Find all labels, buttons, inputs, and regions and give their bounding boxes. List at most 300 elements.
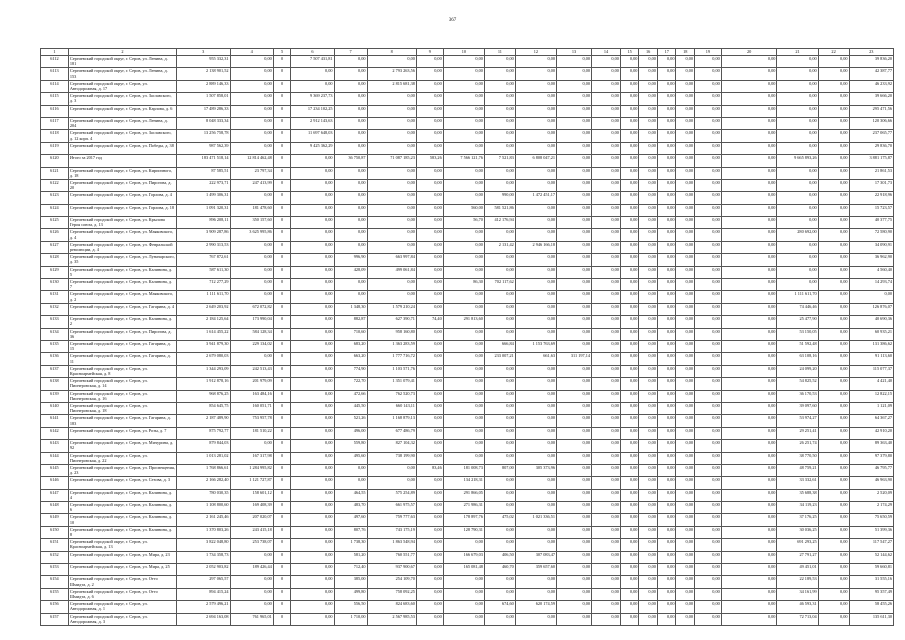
value-cell: 0,00: [484, 328, 515, 340]
value-cell: 428,09: [334, 266, 367, 278]
value-cell: 1 111 611,70: [176, 291, 230, 303]
address-cell: Сергиевский городской округ, г. Серов, ул. Отто Шмидта, д. 6: [68, 588, 176, 600]
value-cell: 0,00: [657, 291, 676, 303]
value-cell: 0,00: [695, 155, 722, 167]
value-cell: 0,00: [721, 105, 777, 117]
value-cell: 0,00: [639, 340, 658, 352]
value-cell: 13 256 758,78: [176, 130, 230, 142]
value-cell: 0,00: [620, 155, 639, 167]
value-cell: 2 567 985,53: [367, 613, 416, 625]
value-cell: 0: [273, 477, 291, 489]
value-cell: 0,00: [695, 204, 722, 216]
value-cell: 0,00: [592, 440, 621, 452]
value-cell: 2 520,09: [849, 489, 893, 501]
value-cell: 827 104,32: [367, 440, 416, 452]
address-cell: Сергиевский городской округ, г. Серов, ул. Пионеровская, д. 22: [68, 452, 176, 464]
value-cell: 0,00: [557, 217, 592, 229]
value-cell: 0,00: [416, 390, 443, 402]
value-cell: 297 065,57: [176, 576, 230, 588]
value-cell: 64 367,27: [849, 415, 893, 427]
value-cell: 0,00: [676, 551, 695, 563]
value-cell: 0: [273, 117, 291, 129]
value-cell: 0,00: [695, 502, 722, 514]
value-cell: 0,00: [515, 291, 556, 303]
value-cell: 0,00: [777, 105, 818, 117]
value-cell: 0,00: [291, 155, 334, 167]
value-cell: 0,00: [484, 390, 515, 402]
value-cell: 0,00: [777, 80, 818, 92]
value-cell: 0: [273, 576, 291, 588]
value-cell: 807,76: [334, 526, 367, 538]
value-cell: 581 521,86: [484, 204, 515, 216]
value-cell: 627 390,71: [367, 316, 416, 328]
value-cell: 0,00: [515, 390, 556, 402]
value-cell: 0,00: [592, 402, 621, 414]
value-cell: 0,00: [443, 613, 484, 625]
value-cell: 758 092,25: [367, 588, 416, 600]
value-cell: 0,00: [676, 155, 695, 167]
address-cell: Сергиевский городской округ, г. Серов, ул. Гагарина, д. 11: [68, 353, 176, 365]
value-cell: 24 099,20: [777, 365, 818, 377]
value-cell: 0,00: [230, 291, 273, 303]
value-cell: 0,00: [620, 601, 639, 613]
value-cell: 0,00: [695, 303, 722, 315]
value-cell: 0,00: [291, 316, 334, 328]
address-cell: Сергиевский городской округ, г. Серов, ул. Карлова, д. 6: [68, 105, 176, 117]
value-cell: 160 051,71: [230, 402, 273, 414]
value-cell: 0,00: [592, 93, 621, 105]
value-cell: 0,00: [676, 130, 695, 142]
value-cell: 0,00: [515, 588, 556, 600]
value-cell: 0,00: [443, 365, 484, 377]
value-cell: 0,00: [515, 477, 556, 489]
address-cell: Сергиевский городской округ, г. Серов, ул. Пионеровская, д. 18: [68, 402, 176, 414]
value-cell: 0,00: [657, 192, 676, 204]
value-cell: 0,00: [592, 378, 621, 390]
column-header: 4: [230, 49, 273, 56]
row-number-cell: 6151: [41, 539, 69, 551]
value-cell: 0: [273, 514, 291, 526]
value-cell: 0,00: [620, 93, 639, 105]
value-cell: 0,00: [657, 328, 676, 340]
value-cell: 46 963,90: [849, 477, 893, 489]
value-cell: 0,00: [443, 179, 484, 191]
table-row: [41, 588, 894, 600]
value-cell: 0,00: [416, 80, 443, 92]
value-cell: 0,00: [639, 526, 658, 538]
value-cell: 0,00: [443, 390, 484, 402]
value-cell: 0,00: [676, 117, 695, 129]
value-cell: 0,00: [484, 539, 515, 551]
value-cell: 36 750,87: [334, 155, 367, 167]
value-cell: 0,00: [657, 514, 676, 526]
value-cell: 0,00: [695, 378, 722, 390]
value-cell: 0,00: [818, 340, 849, 352]
value-cell: 0,00: [416, 241, 443, 253]
value-cell: 0,00: [443, 229, 484, 241]
value-cell: 0,00: [484, 229, 515, 241]
address-cell: Сергиевский городской округ, г. Серов, ул. Горлова, д. 4: [68, 192, 176, 204]
value-cell: 56,70: [443, 217, 484, 229]
value-cell: 0,00: [721, 526, 777, 538]
value-cell: 134 218,31: [443, 477, 484, 489]
value-cell: 0,00: [291, 328, 334, 340]
value-cell: 0,00: [557, 254, 592, 266]
value-cell: 0,00: [676, 539, 695, 551]
value-cell: 0,00: [592, 526, 621, 538]
value-cell: 0,00: [515, 254, 556, 266]
value-cell: 0,00: [721, 155, 777, 167]
row-number-cell: 6124: [41, 204, 69, 216]
value-cell: 0,00: [676, 502, 695, 514]
table-row: [41, 328, 894, 340]
table-row: [41, 613, 894, 625]
value-cell: 0,00: [334, 217, 367, 229]
value-cell: 0,00: [695, 588, 722, 600]
value-cell: 0,00: [676, 365, 695, 377]
value-cell: 0,00: [515, 316, 556, 328]
value-cell: 0,00: [515, 204, 556, 216]
value-cell: 0,00: [818, 464, 849, 476]
row-number-cell: 6128: [41, 254, 69, 266]
value-cell: 169 408,39: [230, 502, 273, 514]
value-cell: 0,00: [818, 588, 849, 600]
value-cell: 0,00: [515, 229, 556, 241]
value-cell: 0,00: [695, 452, 722, 464]
value-cell: 0,00: [484, 402, 515, 414]
value-cell: 0,00: [676, 303, 695, 315]
value-cell: 0,00: [777, 130, 818, 142]
value-cell: 0,00: [416, 440, 443, 452]
value-cell: 0,00: [620, 489, 639, 501]
value-cell: 0,00: [818, 378, 849, 390]
value-cell: 0,00: [695, 167, 722, 179]
row-number-cell: 6130: [41, 279, 69, 291]
value-cell: 0,00: [443, 576, 484, 588]
table-row: [41, 105, 894, 117]
value-cell: 581,20: [334, 551, 367, 563]
value-cell: 0,00: [639, 179, 658, 191]
table-row: [41, 179, 894, 191]
value-cell: 12 814 462,48: [230, 155, 273, 167]
value-cell: 0: [273, 464, 291, 476]
value-cell: 710,60: [334, 328, 367, 340]
value-cell: 0,00: [721, 576, 777, 588]
value-cell: 0,00: [620, 402, 639, 414]
address-cell: Сергиевский городской округ, г. Серов, ул. Мира, д. 23: [68, 551, 176, 563]
value-cell: 0,00: [657, 105, 676, 117]
value-cell: 0,00: [657, 316, 676, 328]
value-cell: 0: [273, 56, 291, 68]
address-cell: Сергиевский городской округ, г. Серов, ул. Горлова, д. 18: [68, 204, 176, 216]
value-cell: 4 421,40: [849, 378, 893, 390]
value-cell: 0,00: [416, 502, 443, 514]
row-number-cell: 6146: [41, 477, 69, 489]
column-header: 13: [557, 49, 592, 56]
value-cell: 0,00: [367, 142, 416, 154]
value-cell: 51 592,48: [777, 340, 818, 352]
value-cell: 0,00: [515, 266, 556, 278]
column-header: 7: [334, 49, 367, 56]
value-cell: 183 471 518,14: [176, 155, 230, 167]
value-cell: 0,00: [484, 613, 515, 625]
value-cell: 0,00: [416, 204, 443, 216]
value-cell: 0,00: [657, 254, 676, 266]
value-cell: 0,00: [484, 365, 515, 377]
value-cell: 702 117,62: [484, 279, 515, 291]
value-cell: 0,00: [818, 254, 849, 266]
value-cell: 0,00: [620, 502, 639, 514]
value-cell: 1 348,30: [334, 303, 367, 315]
value-cell: 0,00: [721, 564, 777, 576]
value-cell: 0,00: [657, 80, 676, 92]
value-cell: 0,00: [416, 539, 443, 551]
value-cell: 0,00: [620, 415, 639, 427]
value-cell: 0,00: [676, 279, 695, 291]
value-cell: 0,00: [620, 254, 639, 266]
column-header: 11: [484, 49, 515, 56]
value-cell: 0,00: [230, 192, 273, 204]
value-cell: 0,00: [721, 56, 777, 68]
value-cell: 0: [273, 291, 291, 303]
value-cell: 0,00: [777, 266, 818, 278]
value-cell: 0,00: [334, 279, 367, 291]
value-cell: 780 030,35: [176, 489, 230, 501]
address-cell: Сергиевский городской округ, г. Серов, ул. Автодорожная, д. 3: [68, 613, 176, 625]
value-cell: 0,00: [657, 179, 676, 191]
value-cell: 0,00: [515, 576, 556, 588]
value-cell: 1 168 879,13: [367, 415, 416, 427]
value-cell: 0,00: [443, 142, 484, 154]
table-row: [41, 526, 894, 538]
row-number-cell: 6125: [41, 217, 69, 229]
value-cell: 0,00: [639, 279, 658, 291]
column-header: 1: [41, 49, 69, 56]
value-cell: 0,00: [818, 564, 849, 576]
value-cell: 0,00: [557, 526, 592, 538]
address-cell: Сергиевский городской округ, г. Серов, ул. Февральской революции, д. 4: [68, 241, 176, 253]
value-cell: 0,00: [334, 291, 367, 303]
value-cell: 0,00: [777, 117, 818, 129]
value-cell: 0,00: [695, 130, 722, 142]
value-cell: 0,00: [416, 291, 443, 303]
value-cell: 12 822,15: [849, 390, 893, 402]
value-cell: 247 413,99: [230, 179, 273, 191]
value-cell: 738 199,90: [367, 452, 416, 464]
value-cell: 29 251,41: [777, 427, 818, 439]
value-cell: 0,00: [515, 365, 556, 377]
value-cell: 0,00: [657, 440, 676, 452]
value-cell: 0,00: [620, 539, 639, 551]
row-number-cell: 6133: [41, 316, 69, 328]
value-cell: 0,00: [620, 241, 639, 253]
value-cell: 0,00: [230, 80, 273, 92]
value-cell: 0,00: [557, 80, 592, 92]
value-cell: 875 792,77: [176, 427, 230, 439]
value-cell: 559,80: [334, 440, 367, 452]
value-cell: 0,00: [515, 179, 556, 191]
value-cell: 0,00: [367, 279, 416, 291]
address-cell: Сергиевский городской округ, г. Серов, ул. Красноармейская, д. 8: [68, 365, 176, 377]
value-cell: 0,00: [620, 303, 639, 315]
value-cell: 0,00: [849, 291, 893, 303]
column-header: 9: [416, 49, 443, 56]
value-cell: 0,00: [695, 93, 722, 105]
value-cell: 0,00: [557, 452, 592, 464]
row-number-cell: 6115: [41, 93, 69, 105]
value-cell: 0,00: [721, 179, 777, 191]
value-cell: 0,00: [657, 588, 676, 600]
row-number-cell: 6136: [41, 353, 69, 365]
value-cell: 0,00: [695, 179, 722, 191]
value-cell: 49 451,01: [777, 564, 818, 576]
value-cell: 0,00: [443, 402, 484, 414]
value-cell: 0,00: [777, 179, 818, 191]
value-cell: 11 697 648,03: [291, 130, 334, 142]
value-cell: 0,00: [676, 378, 695, 390]
value-cell: 0,00: [676, 142, 695, 154]
value-cell: 807,00: [484, 464, 515, 476]
value-cell: 35 688,38: [777, 489, 818, 501]
value-cell: 0,00: [777, 142, 818, 154]
value-cell: 0,00: [592, 241, 621, 253]
value-cell: 2 990 313,53: [176, 241, 230, 253]
value-cell: 0,00: [484, 316, 515, 328]
value-cell: 0,00: [676, 340, 695, 352]
table-row: [41, 291, 894, 303]
value-cell: 743 175,19: [367, 526, 416, 538]
value-cell: 1 734 358,73: [176, 551, 230, 563]
value-cell: 760 551,77: [367, 551, 416, 563]
value-cell: 0,00: [557, 378, 592, 390]
value-cell: 0,00: [818, 576, 849, 588]
row-number-cell: 6129: [41, 266, 69, 278]
value-cell: 2 946 166,18: [515, 241, 556, 253]
value-cell: 253 738,07: [230, 539, 273, 551]
address-cell: Сергиевский городской округ, г. Серов, ул. Пионеровская, д. 14: [68, 378, 176, 390]
value-cell: 0,00: [676, 514, 695, 526]
value-cell: 0,00: [416, 551, 443, 563]
value-cell: 222 973,71: [176, 179, 230, 191]
value-cell: 0,00: [721, 266, 777, 278]
value-cell: 0,00: [721, 303, 777, 315]
value-cell: 1 472 451,17: [515, 192, 556, 204]
value-cell: 0,00: [416, 613, 443, 625]
value-cell: 0,00: [592, 254, 621, 266]
page-number: 367: [448, 18, 457, 23]
value-cell: 0,00: [777, 56, 818, 68]
value-cell: 0: [273, 68, 291, 80]
value-cell: 0,00: [676, 179, 695, 191]
value-cell: 2 131,42: [484, 241, 515, 253]
value-cell: 0,00: [657, 204, 676, 216]
value-cell: 0,00: [484, 142, 515, 154]
row-number-cell: 6142: [41, 427, 69, 439]
value-cell: 0,00: [639, 167, 658, 179]
row-number-cell: 6112: [41, 56, 69, 68]
value-cell: 0: [273, 266, 291, 278]
value-cell: 0,00: [291, 204, 334, 216]
value-cell: 774,90: [334, 365, 367, 377]
address-cell: Итого за 2017 год: [68, 155, 176, 167]
value-cell: 0,00: [443, 266, 484, 278]
value-cell: 52 144,62: [849, 551, 893, 563]
value-cell: 0,00: [334, 229, 367, 241]
value-cell: 2 649 203,92: [176, 303, 230, 315]
value-cell: 0,00: [557, 564, 592, 576]
value-cell: 0,00: [557, 241, 592, 253]
value-cell: 0,00: [443, 378, 484, 390]
value-cell: 0,00: [639, 365, 658, 377]
value-cell: 1 614 455,22: [176, 328, 230, 340]
value-cell: 0,00: [818, 279, 849, 291]
value-cell: 0,00: [416, 489, 443, 501]
value-cell: 0: [273, 328, 291, 340]
value-cell: 38 770,50: [777, 452, 818, 464]
table-row: [41, 502, 894, 514]
value-cell: 854 645,75: [176, 402, 230, 414]
value-cell: 0,00: [620, 80, 639, 92]
value-cell: 0,00: [639, 378, 658, 390]
address-cell: Сергиевский городской округ, г. Серов, ул. Ленина, д. 153: [68, 68, 176, 80]
address-cell: Сергиевский городской округ, г. Серов, ул. Маяковского, д. 2: [68, 291, 176, 303]
value-cell: 0,00: [592, 266, 621, 278]
value-cell: 0,00: [515, 328, 556, 340]
value-cell: 0,00: [230, 117, 273, 129]
value-cell: 295 471,56: [849, 105, 893, 117]
value-cell: 305 373,96: [515, 464, 556, 476]
address-cell: Сергиевский городской округ, г. Серов, ул. Кирпичного, д. 18: [68, 167, 176, 179]
value-cell: 0,00: [676, 489, 695, 501]
value-cell: 0,00: [416, 452, 443, 464]
value-cell: 0,00: [291, 229, 334, 241]
value-cell: 0,00: [639, 266, 658, 278]
value-cell: 9 665 893,26: [777, 155, 818, 167]
value-cell: 0,00: [291, 179, 334, 191]
value-cell: 0,00: [592, 514, 621, 526]
value-cell: 0,00: [515, 415, 556, 427]
value-cell: 499,80: [334, 588, 367, 600]
value-cell: 0,00: [620, 117, 639, 129]
value-cell: 0,00: [695, 142, 722, 154]
value-cell: 0,00: [620, 130, 639, 142]
value-cell: 990,00: [484, 192, 515, 204]
table-row: [41, 93, 894, 105]
value-cell: 242 513,43: [230, 365, 273, 377]
value-cell: 0,00: [592, 588, 621, 600]
value-cell: 0,00: [557, 340, 592, 352]
value-cell: 0,00: [416, 167, 443, 179]
column-header: 15: [620, 49, 639, 56]
value-cell: 3 881 175,87: [849, 155, 893, 167]
value-cell: 53 974,27: [777, 415, 818, 427]
value-cell: 291 813,60: [443, 316, 484, 328]
value-cell: 22 189,53: [777, 576, 818, 588]
row-number-cell: 6132: [41, 303, 69, 315]
address-cell: Сергиевский городской округ, г. Серов, ул. Крылова Героя союза, д. 13: [68, 217, 176, 229]
value-cell: 17 234 102,25: [291, 105, 334, 117]
value-cell: 0,00: [620, 576, 639, 588]
value-cell: 0,00: [291, 266, 334, 278]
value-cell: 0,00: [639, 68, 658, 80]
value-cell: 0,00: [230, 56, 273, 68]
value-cell: 0,00: [416, 340, 443, 352]
value-cell: 0,00: [291, 217, 334, 229]
column-header: 6: [291, 49, 334, 56]
value-cell: 0,00: [334, 204, 367, 216]
value-cell: 1 738,30: [334, 539, 367, 551]
value-cell: 0,00: [620, 266, 639, 278]
